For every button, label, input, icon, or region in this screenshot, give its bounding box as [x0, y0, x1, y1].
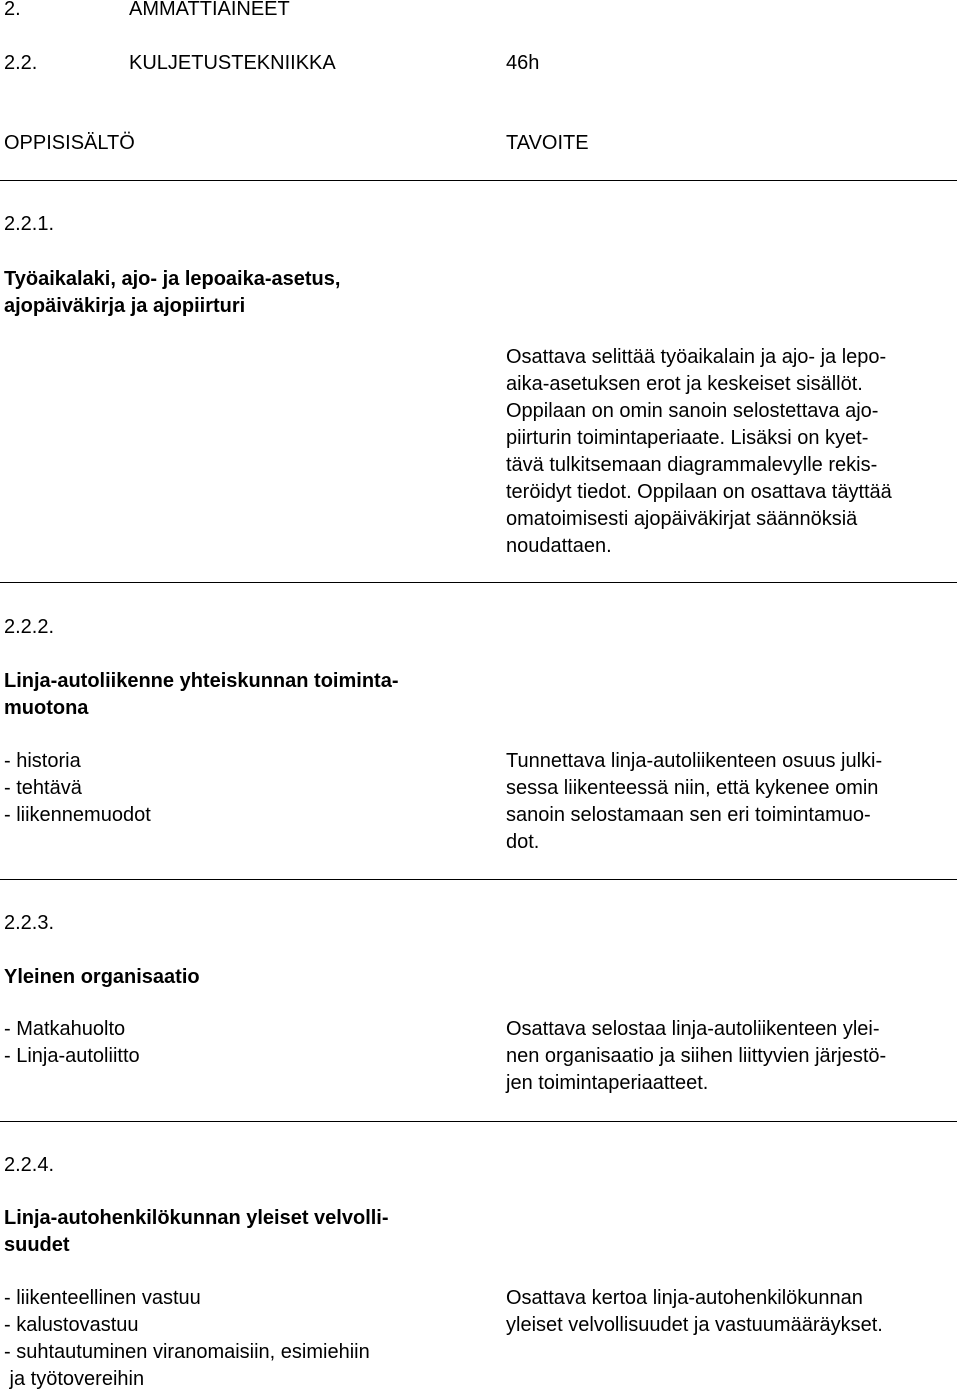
- title-line: Linja-autoliikenne yhteiskunnan toiminta-: [4, 670, 399, 692]
- section-title: [4, 1205, 389, 1259]
- section-heading: [4, 0, 21, 23]
- section-number: 2.2.3.: [4, 912, 55, 934]
- goal-text: [506, 748, 882, 856]
- section-title: [4, 668, 398, 722]
- goal-line: aika-asetuksen erot ja keskeiset sisällöt.: [506, 373, 863, 395]
- column-header-content: OPPISISÄLTÖ: [4, 132, 135, 154]
- goal-text: [506, 1285, 883, 1339]
- list-item: - Linja-autoliitto: [4, 1045, 140, 1067]
- goal-line: omatoimisesti ajopäiväkirjat säännöksiä: [506, 508, 858, 530]
- title-line: ajopäiväkirja ja ajopiirturi: [4, 295, 246, 317]
- section-number: 2.2.4.: [4, 1154, 55, 1176]
- goal-line: Tunnettava linja-autoliikenteen osuus julki-: [506, 750, 883, 772]
- goal-line: sanoin selostamaan sen eri toimintamuo-: [506, 804, 871, 826]
- list-item: - tehtävä: [4, 777, 82, 799]
- section-title: [4, 266, 340, 320]
- list-item: - kalustovastuu: [4, 1314, 139, 1336]
- title-line: suudet: [4, 1234, 70, 1256]
- goal-line: Osattava selostaa linja-autoliikenteen ylei-: [506, 1018, 880, 1040]
- column-header-goal: TAVOITE: [506, 132, 589, 154]
- title-line: muotona: [4, 697, 89, 719]
- list-item: - historia: [4, 750, 81, 772]
- goal-line: dot.: [506, 831, 540, 853]
- goal-line: jen toimintaperiaatteet.: [506, 1072, 709, 1094]
- goal-line: tävä tulkitsemaan diagrammalevylle rekis-: [506, 454, 878, 476]
- divider: [0, 879, 957, 880]
- goal-line: sessa liikenteessä niin, että kykenee omin: [506, 777, 879, 799]
- subsection-number: 2.2.: [4, 52, 38, 74]
- divider: [0, 180, 957, 181]
- content-list: [4, 748, 151, 829]
- goal-line: Osattava selittää työaikalain ja ajo- ja lepo-: [506, 346, 887, 368]
- list-item: - liikenteellinen vastuu: [4, 1287, 201, 1309]
- goal-line: Oppilaan on omin sanoin selostettava ajo-: [506, 400, 879, 422]
- goal-line: Osattava kertoa linja-autohenkilökunnan: [506, 1287, 863, 1309]
- content-list: [4, 1016, 140, 1070]
- title-line: Yleinen organisaatio: [4, 966, 200, 988]
- section-number: 2.: [4, 0, 21, 20]
- goal-line: noudattaen.: [506, 535, 612, 557]
- list-item: ja työtovereihin: [4, 1368, 145, 1390]
- goal-line: teröidyt tiedot. Oppilaan on osattava täyttää: [506, 481, 892, 503]
- goal-line: nen organisaatio ja siihen liittyvien järjestö-: [506, 1045, 887, 1067]
- section-number: 2.2.2.: [4, 616, 55, 638]
- goal-line: yleiset velvollisuudet ja vastuumääräykset.: [506, 1314, 883, 1336]
- section-number: 2.2.1.: [4, 213, 55, 235]
- list-item: - liikennemuodot: [4, 804, 151, 826]
- goal-line: piirturin toimintaperiaate. Lisäksi on kyet-: [506, 427, 869, 449]
- subsection-title: KULJETUSTEKNIIKKA: [129, 52, 336, 74]
- divider: [0, 582, 957, 583]
- section-title: AMMATTIAINEET: [129, 0, 290, 20]
- title-line: Työaikalaki, ajo- ja lepoaika-asetus,: [4, 268, 341, 290]
- hours-label: 46h: [506, 52, 540, 74]
- list-item: - Matkahuolto: [4, 1018, 126, 1040]
- list-item: - suhtautuminen viranomaisiin, esimiehiin: [4, 1341, 370, 1363]
- title-line: Linja-autohenkilökunnan yleiset velvolli-: [4, 1207, 389, 1229]
- goal-text: [506, 1016, 886, 1097]
- section-title: [4, 964, 200, 991]
- divider: [0, 1121, 957, 1122]
- content-list: [4, 1285, 370, 1393]
- goal-text: [506, 344, 892, 560]
